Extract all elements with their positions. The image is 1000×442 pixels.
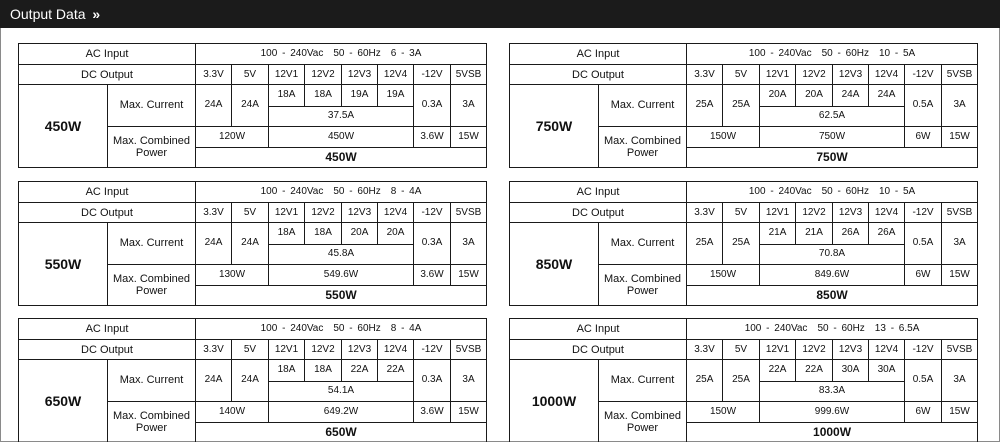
current-12v2: 18A [305,223,342,244]
max-current-label: Max. Current [599,360,687,401]
spec-table-750w [509,43,978,168]
power-total: 650W [196,422,487,442]
ac-input-value [196,319,487,340]
power-total: 850W [687,285,978,305]
max-current-label: Max. Current [108,223,196,264]
power-12v: 750W [760,126,905,147]
power-3v3-5v: 130W [196,264,269,285]
rail-header: 3.3V [196,340,232,360]
rail-header: -12V [905,65,942,85]
chevron-right-icon: » [92,6,101,22]
current-3v3: 24A [196,360,232,401]
rail-header: 5V [723,65,760,85]
current-12v1: 18A [269,85,305,106]
rail-header: 12V3 [342,340,378,360]
power-12v: 450W [269,126,414,147]
model-wattage: 650W [19,360,108,442]
ac-input-value [196,44,487,65]
rail-header: -12V [905,203,942,223]
ac-frequency: 50 - 60Hz [333,186,381,198]
current-12v3: 26A [833,223,869,244]
power-3v3-5v: 140W [196,401,269,422]
dc-output-label: DC Output [510,65,687,85]
power-neg12v: 6W [905,264,942,285]
rail-header: 12V2 [796,340,833,360]
power-3v3-5v: 150W [687,264,760,285]
ac-current: 10 - 5A [878,186,916,198]
current-12v-combined: 62.5A [760,106,905,126]
power-total: 1000W [687,422,978,442]
current-12v-combined: 83.3A [760,381,905,401]
rail-header: 12V4 [869,65,905,85]
power-total: 550W [196,285,487,305]
current-12v3: 22A [342,360,378,381]
current-12v-combined: 70.8A [760,244,905,264]
ac-input-label: AC Input [510,319,687,340]
power-total: 450W [196,147,487,167]
spec-table-550w [18,181,487,306]
current-12v4: 24A [869,85,905,106]
ac-voltage: 100 - 240Vac [260,323,324,335]
max-combined-power-label: Max. Combined Power [599,401,687,442]
ac-voltage: 100 - 240Vac [748,48,812,60]
power-neg12v: 3.6W [414,401,451,422]
rail-header: 12V1 [269,203,305,223]
current-3v3: 25A [687,85,723,126]
dc-output-label: DC Output [510,203,687,223]
max-current-label: Max. Current [599,85,687,126]
current-5vsb: 3A [942,85,978,126]
current-12v4: 26A [869,223,905,244]
rail-header: 12V2 [305,340,342,360]
max-combined-power-label: Max. Combined Power [108,401,196,442]
rail-header: 12V3 [833,203,869,223]
power-3v3-5v: 150W [687,126,760,147]
rail-header: 5VSB [942,203,978,223]
power-neg12v: 6W [905,126,942,147]
current-12v4: 20A [378,223,414,244]
max-combined-power-label: Max. Combined Power [599,264,687,305]
rail-header: 12V3 [833,340,869,360]
ac-input-value [687,319,978,340]
ac-current: 8 - 4A [390,186,422,198]
current-5v: 24A [232,85,269,126]
current-neg12v: 0.3A [414,85,451,126]
power-3v3-5v: 120W [196,126,269,147]
current-12v1: 18A [269,360,305,381]
rail-header: -12V [414,203,451,223]
current-5vsb: 3A [451,360,487,401]
max-current-label: Max. Current [108,85,196,126]
ac-frequency: 50 - 60Hz [817,323,865,335]
rail-header: 12V4 [378,340,414,360]
rail-header: 5V [723,340,760,360]
max-combined-power-label: Max. Combined Power [108,264,196,305]
current-neg12v: 0.5A [905,223,942,264]
power-5vsb: 15W [942,401,978,422]
rail-header: -12V [414,340,451,360]
max-current-label: Max. Current [108,360,196,401]
current-12v4: 19A [378,85,414,106]
power-neg12v: 3.6W [414,126,451,147]
rail-header: 3.3V [687,340,723,360]
ac-voltage: 100 - 240Vac [748,186,812,198]
rail-header: 12V4 [869,340,905,360]
current-12v1: 18A [269,223,305,244]
model-wattage: 450W [19,85,108,168]
ac-input-label: AC Input [510,182,687,203]
power-12v: 849.6W [760,264,905,285]
rail-header: 5V [232,340,269,360]
rail-header: 12V1 [760,340,796,360]
power-5vsb: 15W [451,126,487,147]
power-5vsb: 15W [451,401,487,422]
rail-header: 12V1 [269,65,305,85]
rail-header: -12V [414,65,451,85]
current-neg12v: 0.3A [414,223,451,264]
ac-input-label: AC Input [19,182,196,203]
ac-current: 13 - 6.5A [874,323,920,335]
ac-frequency: 50 - 60Hz [821,48,869,60]
rail-header: 12V1 [760,203,796,223]
current-5v: 25A [723,85,760,126]
power-12v: 649.2W [269,401,414,422]
current-12v1: 21A [760,223,796,244]
spec-table-1000w [509,318,978,442]
power-5vsb: 15W [451,264,487,285]
rail-header: 12V4 [378,65,414,85]
power-12v: 999.6W [760,401,905,422]
ac-current: 8 - 4A [390,323,422,335]
ac-input-value [687,44,978,65]
current-5vsb: 3A [942,223,978,264]
power-12v: 549.6W [269,264,414,285]
rail-header: 3.3V [196,65,232,85]
current-12v-combined: 45.8A [269,244,414,264]
ac-input-label: AC Input [19,44,196,65]
current-12v1: 22A [760,360,796,381]
current-neg12v: 0.5A [905,85,942,126]
model-wattage: 550W [19,223,108,306]
ac-current: 6 - 3A [390,48,422,60]
rail-header: 12V2 [305,203,342,223]
ac-frequency: 50 - 60Hz [821,186,869,198]
power-total: 750W [687,147,978,167]
rail-header: 5VSB [451,340,487,360]
rail-header: 12V1 [760,65,796,85]
current-5v: 25A [723,223,760,264]
current-3v3: 25A [687,360,723,401]
rail-header: 12V3 [342,65,378,85]
power-neg12v: 3.6W [414,264,451,285]
dc-output-label: DC Output [19,340,196,360]
current-5v: 25A [723,360,760,401]
dc-output-label: DC Output [19,65,196,85]
ac-input-label: AC Input [510,44,687,65]
ac-input-label: AC Input [19,319,196,340]
max-current-label: Max. Current [599,223,687,264]
current-12v2: 21A [796,223,833,244]
current-5v: 24A [232,223,269,264]
current-12v4: 30A [869,360,905,381]
current-12v1: 20A [760,85,796,106]
rail-header: 12V2 [305,65,342,85]
ac-voltage: 100 - 240Vac [260,48,324,60]
current-3v3: 24A [196,85,232,126]
model-wattage: 1000W [510,360,599,442]
ac-input-value [196,182,487,203]
spec-table-650w [18,318,487,442]
current-12v3: 20A [342,223,378,244]
power-5vsb: 15W [942,264,978,285]
ac-current: 10 - 5A [878,48,916,60]
ac-frequency: 50 - 60Hz [333,48,381,60]
rail-header: 12V2 [796,65,833,85]
rail-header: -12V [905,340,942,360]
rail-header: 12V1 [269,340,305,360]
dc-output-label: DC Output [510,340,687,360]
power-5vsb: 15W [942,126,978,147]
rail-header: 5VSB [451,203,487,223]
current-12v2: 22A [796,360,833,381]
rail-header: 3.3V [687,65,723,85]
ac-input-value [687,182,978,203]
rail-header: 5V [232,65,269,85]
rail-header: 5VSB [942,65,978,85]
current-5v: 24A [232,360,269,401]
current-12v-combined: 54.1A [269,381,414,401]
current-5vsb: 3A [942,360,978,401]
rail-header: 5VSB [942,340,978,360]
ac-frequency: 50 - 60Hz [333,323,381,335]
rail-header: 12V3 [342,203,378,223]
current-neg12v: 0.3A [414,360,451,401]
current-12v-combined: 37.5A [269,106,414,126]
rail-header: 12V4 [869,203,905,223]
current-12v3: 30A [833,360,869,381]
current-5vsb: 3A [451,223,487,264]
section-header [0,0,1000,28]
current-12v3: 19A [342,85,378,106]
rail-header: 12V2 [796,203,833,223]
ac-voltage: 100 - 240Vac [260,186,324,198]
current-12v2: 20A [796,85,833,106]
current-12v2: 18A [305,85,342,106]
model-wattage: 750W [510,85,599,168]
spec-table-850w [509,181,978,306]
max-combined-power-label: Max. Combined Power [108,126,196,167]
current-3v3: 24A [196,223,232,264]
power-neg12v: 6W [905,401,942,422]
current-3v3: 25A [687,223,723,264]
current-12v3: 24A [833,85,869,106]
model-wattage: 850W [510,223,599,306]
section-title: Output Data [10,6,86,22]
rail-header: 3.3V [196,203,232,223]
current-12v4: 22A [378,360,414,381]
rail-header: 12V4 [378,203,414,223]
rail-header: 5VSB [451,65,487,85]
ac-voltage: 100 - 240Vac [744,323,808,335]
current-neg12v: 0.5A [905,360,942,401]
current-5vsb: 3A [451,85,487,126]
dc-output-label: DC Output [19,203,196,223]
rail-header: 5V [723,203,760,223]
rail-header: 3.3V [687,203,723,223]
max-combined-power-label: Max. Combined Power [599,126,687,167]
rail-header: 12V3 [833,65,869,85]
power-3v3-5v: 150W [687,401,760,422]
current-12v2: 18A [305,360,342,381]
spec-table-450w [18,43,487,168]
rail-header: 5V [232,203,269,223]
